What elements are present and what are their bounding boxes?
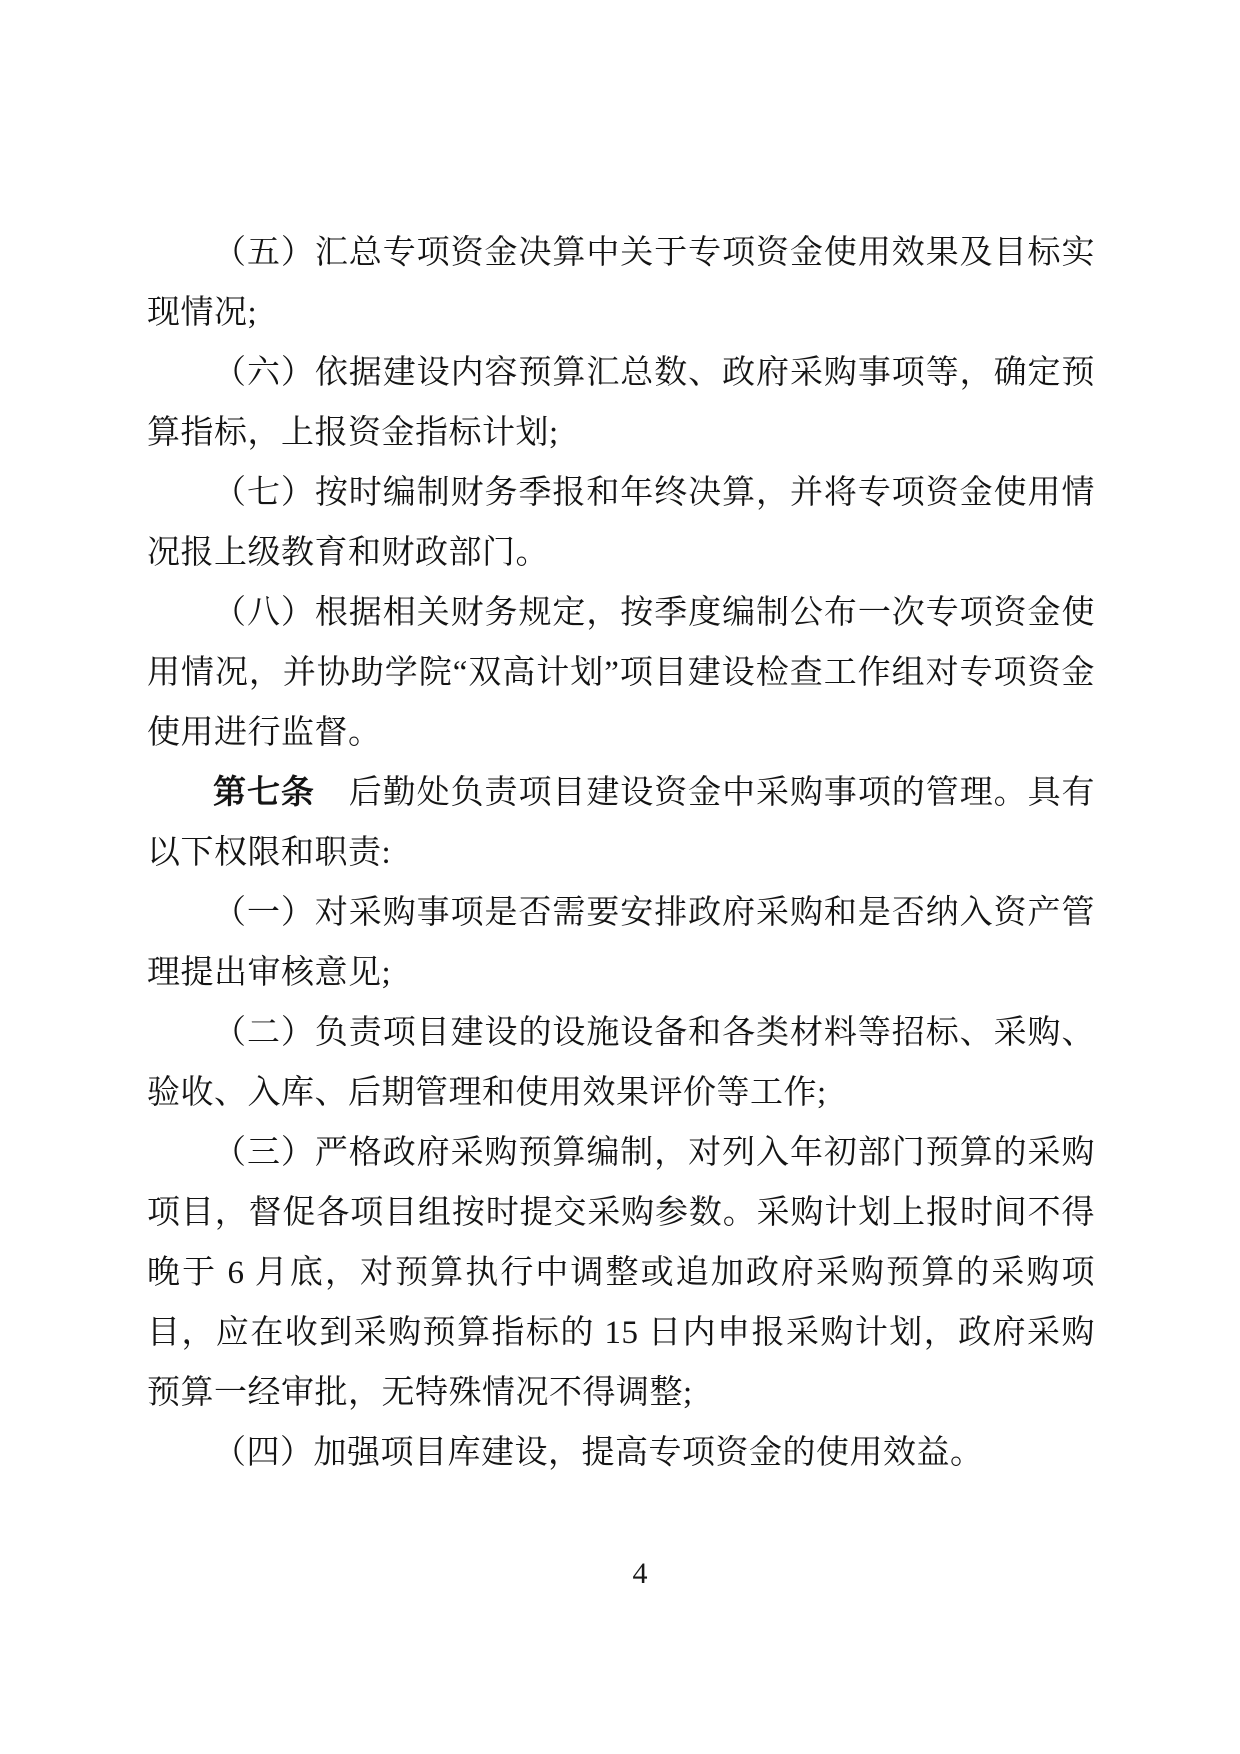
paragraph xyxy=(147,1123,1095,1423)
paragraph xyxy=(147,883,1095,1003)
paragraph-text-run: （三）严格政府采购预算编制，对列入年初部门预算的采购项目，督促各项目组按时提交采购参数。采购计划上报时间不得晚于 6 月底，对预算执行中调整或追加政府采购预算的采购项目，应在收到采购预算指标的 15 日内申报采购计划，政府采购预算一经审批，无特殊情况不得调整; xyxy=(147,1135,1095,1411)
paragraph-text-run: （六）依据建设内容预算汇总数、政府采购事项等，确定预算指标，上报资金指标计划; xyxy=(147,355,1095,451)
paragraph-text-run: 后勤处负责项目建设资金中采购事项的管理。具有以下权限和职责: xyxy=(147,775,1096,871)
paragraph-text-run: （一）对采购事项是否需要安排政府采购和是否纳入资产管理提出审核意见; xyxy=(147,895,1095,991)
article-number-run: 第七条 xyxy=(213,775,315,811)
paragraph-text-run: （七）按时编制财务季报和年终决算，并将专项资金使用情况报上级教育和财政部门。 xyxy=(147,475,1095,571)
paragraph xyxy=(147,1003,1095,1123)
paragraph-text-run: （八）根据相关财务规定，按季度编制公布一次专项资金使用情况，并协助学院“双高计划”项目建设检查工作组对专项资金使用进行监督。 xyxy=(147,595,1095,751)
paragraph xyxy=(147,343,1095,463)
document-body xyxy=(147,223,1095,1483)
paragraph-text-run: （二）负责项目建设的设施设备和各类材料等招标、采购、验收、入库、后期管理和使用效果评价等工作; xyxy=(147,1015,1095,1111)
paragraph-text-run: （四）加强项目库建设，提高专项资金的使用效益。 xyxy=(213,1435,984,1471)
paragraph xyxy=(147,223,1095,343)
paragraph xyxy=(147,583,1095,763)
paragraph-text-run: （五）汇总专项资金决算中关于专项资金使用效果及目标实现情况; xyxy=(147,235,1095,331)
paragraph xyxy=(147,1423,1095,1483)
page-number: 4 xyxy=(632,1557,648,1590)
paragraph xyxy=(147,763,1095,883)
paragraph xyxy=(147,463,1095,583)
